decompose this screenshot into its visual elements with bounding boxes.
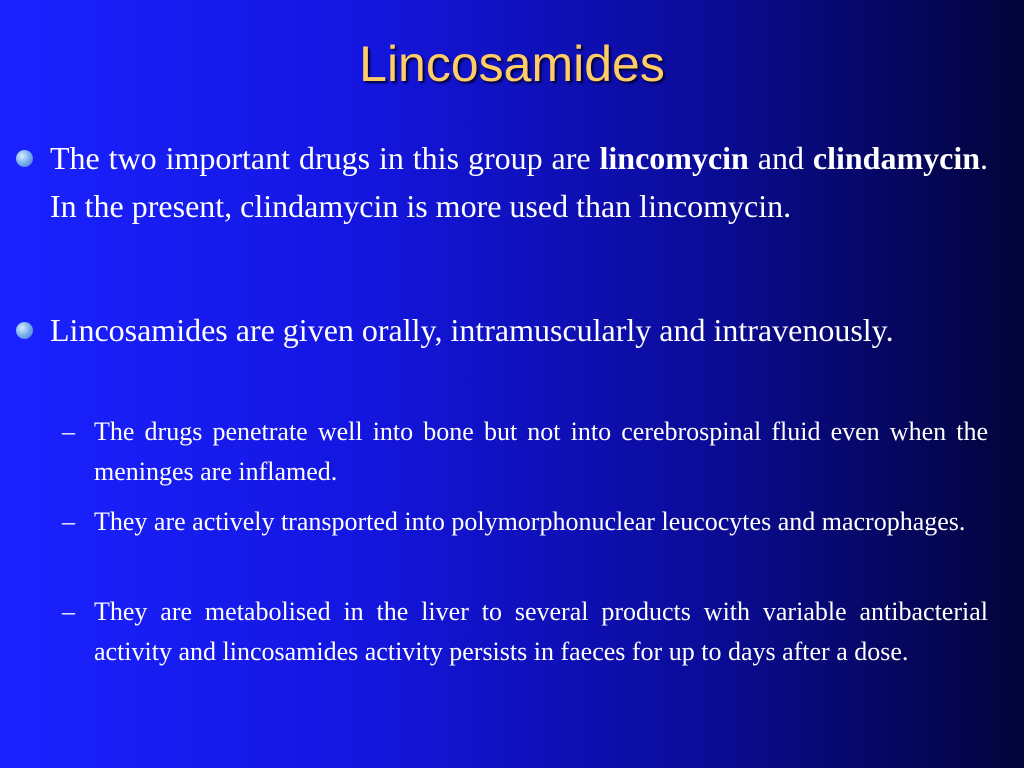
bullet-1-text-c: . In the present, clindamycin is more used than lincomycin. xyxy=(50,140,988,224)
slide-title: Lincosamides xyxy=(359,36,665,92)
bullet-1-drug-clindamycin: clindamycin xyxy=(812,140,980,176)
sub-bullet-3: They are metabolised in the liver to several products with variable antibacterial activity and lincosamides activity persists in faeces for up to days after a dose. xyxy=(94,597,988,666)
sub-bullet-1: The drugs penetrate well into bone but not into cerebrospinal fluid even when the meninges are inflamed. xyxy=(94,417,988,486)
bullet-1-text-b: and xyxy=(748,140,813,176)
bullet-2: Lincosamides are given orally, intramuscularly and intravenously. xyxy=(50,312,894,348)
sub-bullet-dash: – xyxy=(62,597,75,626)
sub-bullet-2: They are actively transported into polymorphonuclear leucocytes and macrophages. xyxy=(94,507,966,536)
bullet-1-text-a: The two important drugs in this group are xyxy=(50,140,600,176)
bullet-dot xyxy=(16,322,33,339)
bullet-1-drug-lincomycin: lincomycin xyxy=(599,140,749,176)
bullet-dot xyxy=(16,150,33,167)
sub-bullet-dash: – xyxy=(62,507,75,536)
sub-bullet-dash: – xyxy=(62,417,75,446)
bullet-1 xyxy=(50,134,988,230)
